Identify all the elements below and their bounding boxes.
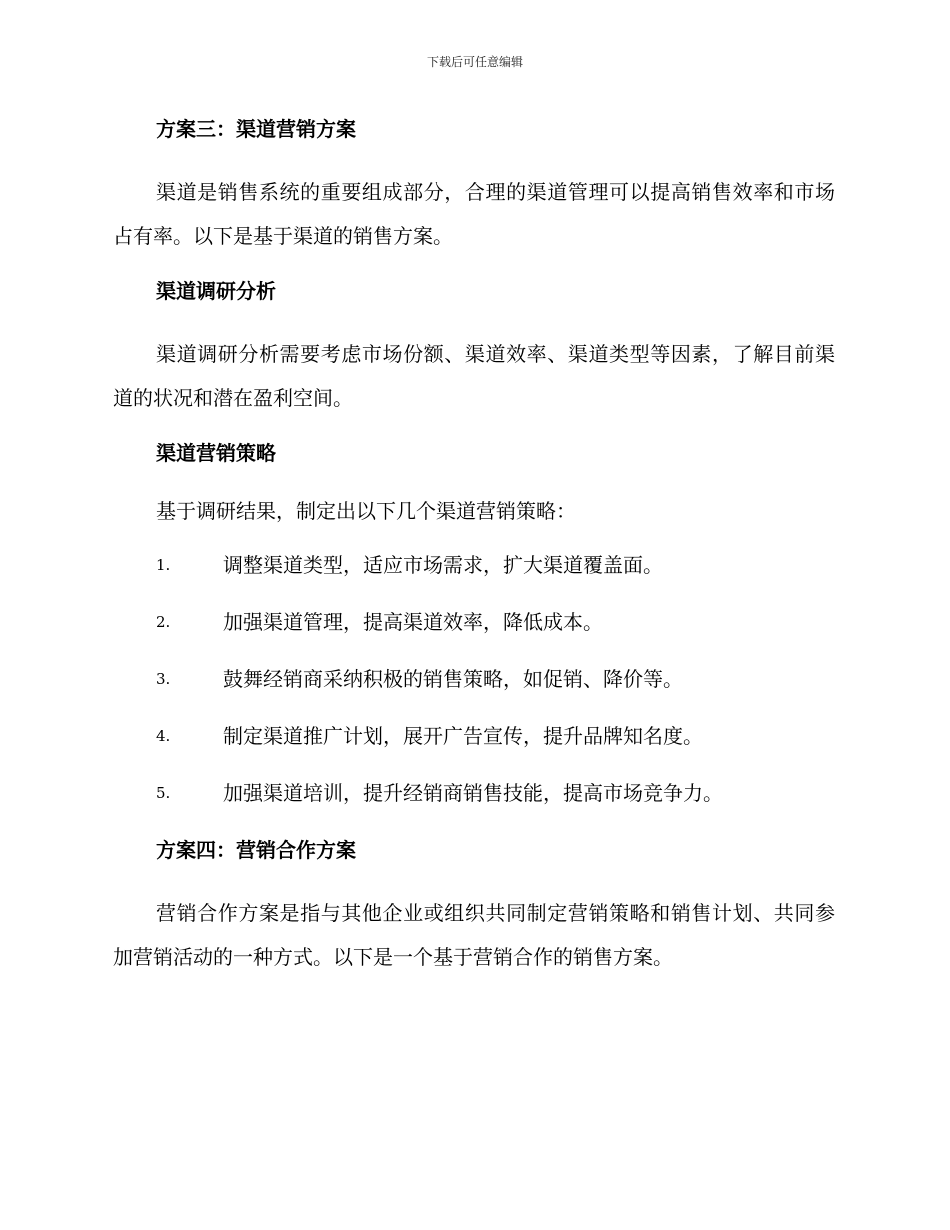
section-heading-plan-four: 方案四：营销合作方案 — [156, 838, 356, 862]
paragraph-cooperation-intro: 营销合作方案是指与其他企业或组织共同制定营销策略和销售计划、共同参加营销活动的一种方式。以下是一个基于营销合作的销售方案。 — [113, 901, 835, 969]
list-item — [113, 548, 835, 582]
list-item-text: 调整渠道类型，适应市场需求，扩大渠道覆盖面。 — [223, 553, 663, 577]
list-item-text: 加强渠道管理，提高渠道效率，降低成本。 — [223, 610, 603, 634]
list-item-number: 2. — [156, 613, 171, 631]
list-item — [113, 719, 835, 753]
header-note: 下载后可任意编辑 — [426, 55, 523, 69]
list-item — [113, 776, 835, 810]
document-body — [113, 112, 835, 995]
list-item-number: 1. — [156, 556, 171, 574]
list-item-text: 制定渠道推广计划，展开广告宣传，提升品牌知名度。 — [223, 724, 703, 748]
strategy-list — [113, 548, 835, 810]
list-item-text: 加强渠道培训，提升经销商销售技能，提高市场竞争力。 — [223, 781, 723, 805]
section-heading-plan-three: 方案三：渠道营销方案 — [156, 117, 356, 141]
paragraph-channel-intro: 渠道是销售系统的重要组成部分，合理的渠道管理可以提高销售效率和市场占有率。以下是基于渠道的销售方案。 — [113, 180, 835, 248]
list-item — [113, 662, 835, 696]
section-heading-channel-strategy: 渠道营销策略 — [156, 441, 276, 465]
list-item-text: 鼓舞经销商采纳积极的销售策略，如促销、降价等。 — [223, 667, 683, 691]
paragraph-channel-research: 渠道调研分析需要考虑市场份额、渠道效率、渠道类型等因素，了解目前渠道的状况和潜在盈利空间。 — [113, 342, 835, 410]
paragraph-strategy-intro: 基于调研结果，制定出以下几个渠道营销策略： — [156, 499, 576, 523]
list-item-number: 4. — [156, 727, 171, 745]
list-item-number: 3. — [156, 670, 171, 688]
list-item-number: 5. — [156, 784, 171, 802]
section-heading-channel-research: 渠道调研分析 — [156, 279, 276, 303]
list-item — [113, 605, 835, 639]
